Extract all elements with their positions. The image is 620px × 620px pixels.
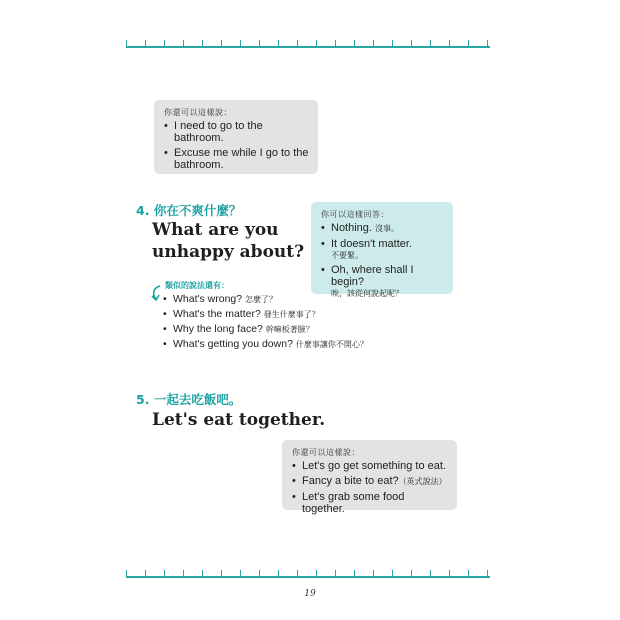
- alternatives-box-2-item-3: • Let's grab some food together.: [292, 491, 448, 515]
- reply-item-3-zh: 唉，該從何說起呢？: [331, 289, 403, 298]
- similar-item-1-en: What's wrong?: [173, 293, 243, 305]
- similar-item-3-zh: 幹嘛板著臉？: [265, 325, 314, 334]
- similar-item-2: [163, 307, 368, 322]
- reply-item-1-zh: 沒事。: [375, 224, 400, 233]
- section-4-english-line1: What are you: [152, 220, 279, 240]
- similar-item-3: [163, 322, 368, 337]
- alternatives-box-1-item: • Excuse me while I go to the bathroom.: [164, 147, 309, 171]
- similar-item-4: [163, 337, 368, 352]
- alternatives-box-2-heading: 你還可以這樣說：: [292, 448, 360, 457]
- alternatives-box-1-heading: 你還可以這樣說：: [164, 108, 232, 117]
- similar-list: [163, 292, 368, 352]
- reply-box: [311, 202, 453, 298]
- reply-box-heading: 你可以這樣回答：: [321, 210, 389, 219]
- similar-item-2-zh: 發生什麼事了？: [263, 310, 320, 319]
- bottom-rule: [126, 576, 490, 578]
- section-4-number: 4.: [136, 203, 150, 218]
- similar-item-2-en: What's the matter?: [173, 308, 261, 320]
- section-5-english: Let's eat together.: [152, 410, 326, 430]
- reply-item-2: [321, 238, 444, 261]
- alternatives-box-1: [154, 100, 318, 174]
- page-number: 19: [304, 589, 316, 599]
- similar-item-4-en: What's getting you down?: [173, 338, 293, 350]
- alternatives-box-2-item-2-zh: （英式說法）: [398, 477, 447, 486]
- section-4-heading: [136, 201, 241, 219]
- section-5-heading: [136, 390, 241, 408]
- section-4-english: [152, 219, 304, 263]
- section-4-english-line2: unhappy about?: [152, 242, 305, 262]
- similar-item-1: [163, 292, 368, 307]
- top-rule: [126, 46, 490, 48]
- curved-arrow-icon: [150, 284, 164, 302]
- reply-item-2-en: It doesn't matter.: [331, 238, 412, 250]
- alternatives-box-2-item-1: • Let's go get something to eat.: [292, 460, 448, 472]
- reply-item-2-zh: 不要緊。: [331, 251, 363, 260]
- section-5-chinese: 一起去吃飯吧。: [153, 392, 242, 407]
- alternatives-box-1-item: • I need to go to the bathroom.: [164, 120, 309, 144]
- reply-item-1: [321, 222, 444, 235]
- reply-item-3-en: Oh, where shall I begin?: [331, 264, 414, 288]
- alternatives-box-2: [282, 440, 457, 515]
- reply-item-1-en: Nothing.: [331, 222, 372, 234]
- similar-item-4-zh: 什麼事讓你不開心？: [295, 340, 368, 349]
- alternatives-box-2-item-2-en: Fancy a bite to eat?: [302, 475, 399, 487]
- section-4-chinese: 你在不爽什麼？: [153, 203, 242, 218]
- section-5-number: 5.: [136, 392, 150, 407]
- similar-item-1-zh: 怎麼了？: [245, 295, 278, 304]
- alternatives-box-2-item-2: [292, 475, 448, 488]
- similar-item-3-en: Why the long face?: [173, 323, 263, 335]
- similar-label: 類似的說法還有：: [165, 281, 229, 290]
